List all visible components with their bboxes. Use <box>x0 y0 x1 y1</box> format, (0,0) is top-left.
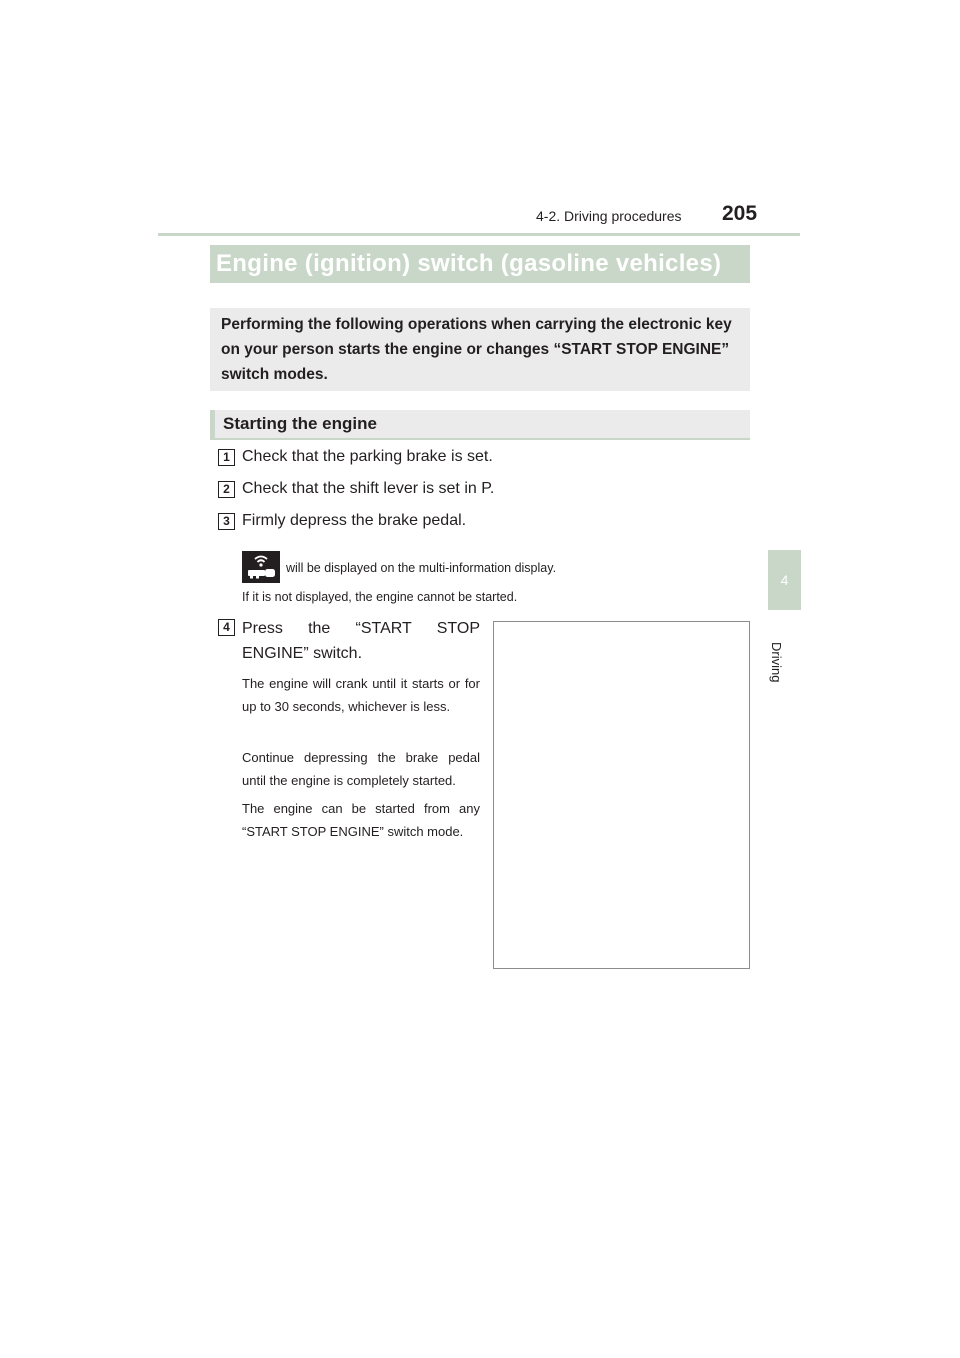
step3-note-line2: If it is not displayed, the engine cannot be started. <box>242 590 518 604</box>
step4-note-3: The engine can be started from any “START STOP ENGINE” switch mode. <box>242 801 480 839</box>
header-section-title: 4-2. Driving procedures <box>536 208 682 224</box>
step-text-1: Check that the parking brake is set. <box>242 448 493 465</box>
key-indicator-icon <box>242 551 280 583</box>
step-text-4: Press the “START STOP ENGINE” switch. <box>242 620 480 662</box>
chapter-label: Driving <box>769 642 784 683</box>
page-number: 205 <box>722 202 758 225</box>
intro-text: Performing the following operations when carrying the electronic key on your person starts the engine or changes “START STOP ENGINE” switch modes. <box>210 308 750 391</box>
step-number-2: 2 <box>218 481 235 498</box>
step-number-1: 1 <box>218 449 235 466</box>
subsection-heading: Starting the engine <box>210 410 750 440</box>
step-text-3: Firmly depress the brake pedal. <box>242 512 467 529</box>
step4-note-2: Continue depressing the brake pedal until the engine is completely started. <box>242 750 480 788</box>
step-number-4: 4 <box>218 619 235 636</box>
step4-note-1: The engine will crank until it starts or for up to 30 seconds, whichever is less. <box>242 676 480 714</box>
step-number-3: 3 <box>218 513 235 530</box>
header-divider <box>158 233 800 236</box>
chapter-tab: 4 <box>768 550 801 610</box>
page-title: Engine (ignition) switch (gasoline vehicles) <box>210 245 750 283</box>
illustration-frame <box>493 621 750 969</box>
step-text-2: Check that the shift lever is set in P. <box>242 480 495 497</box>
step3-note-line1: will be displayed on the multi-information display. <box>286 561 557 575</box>
